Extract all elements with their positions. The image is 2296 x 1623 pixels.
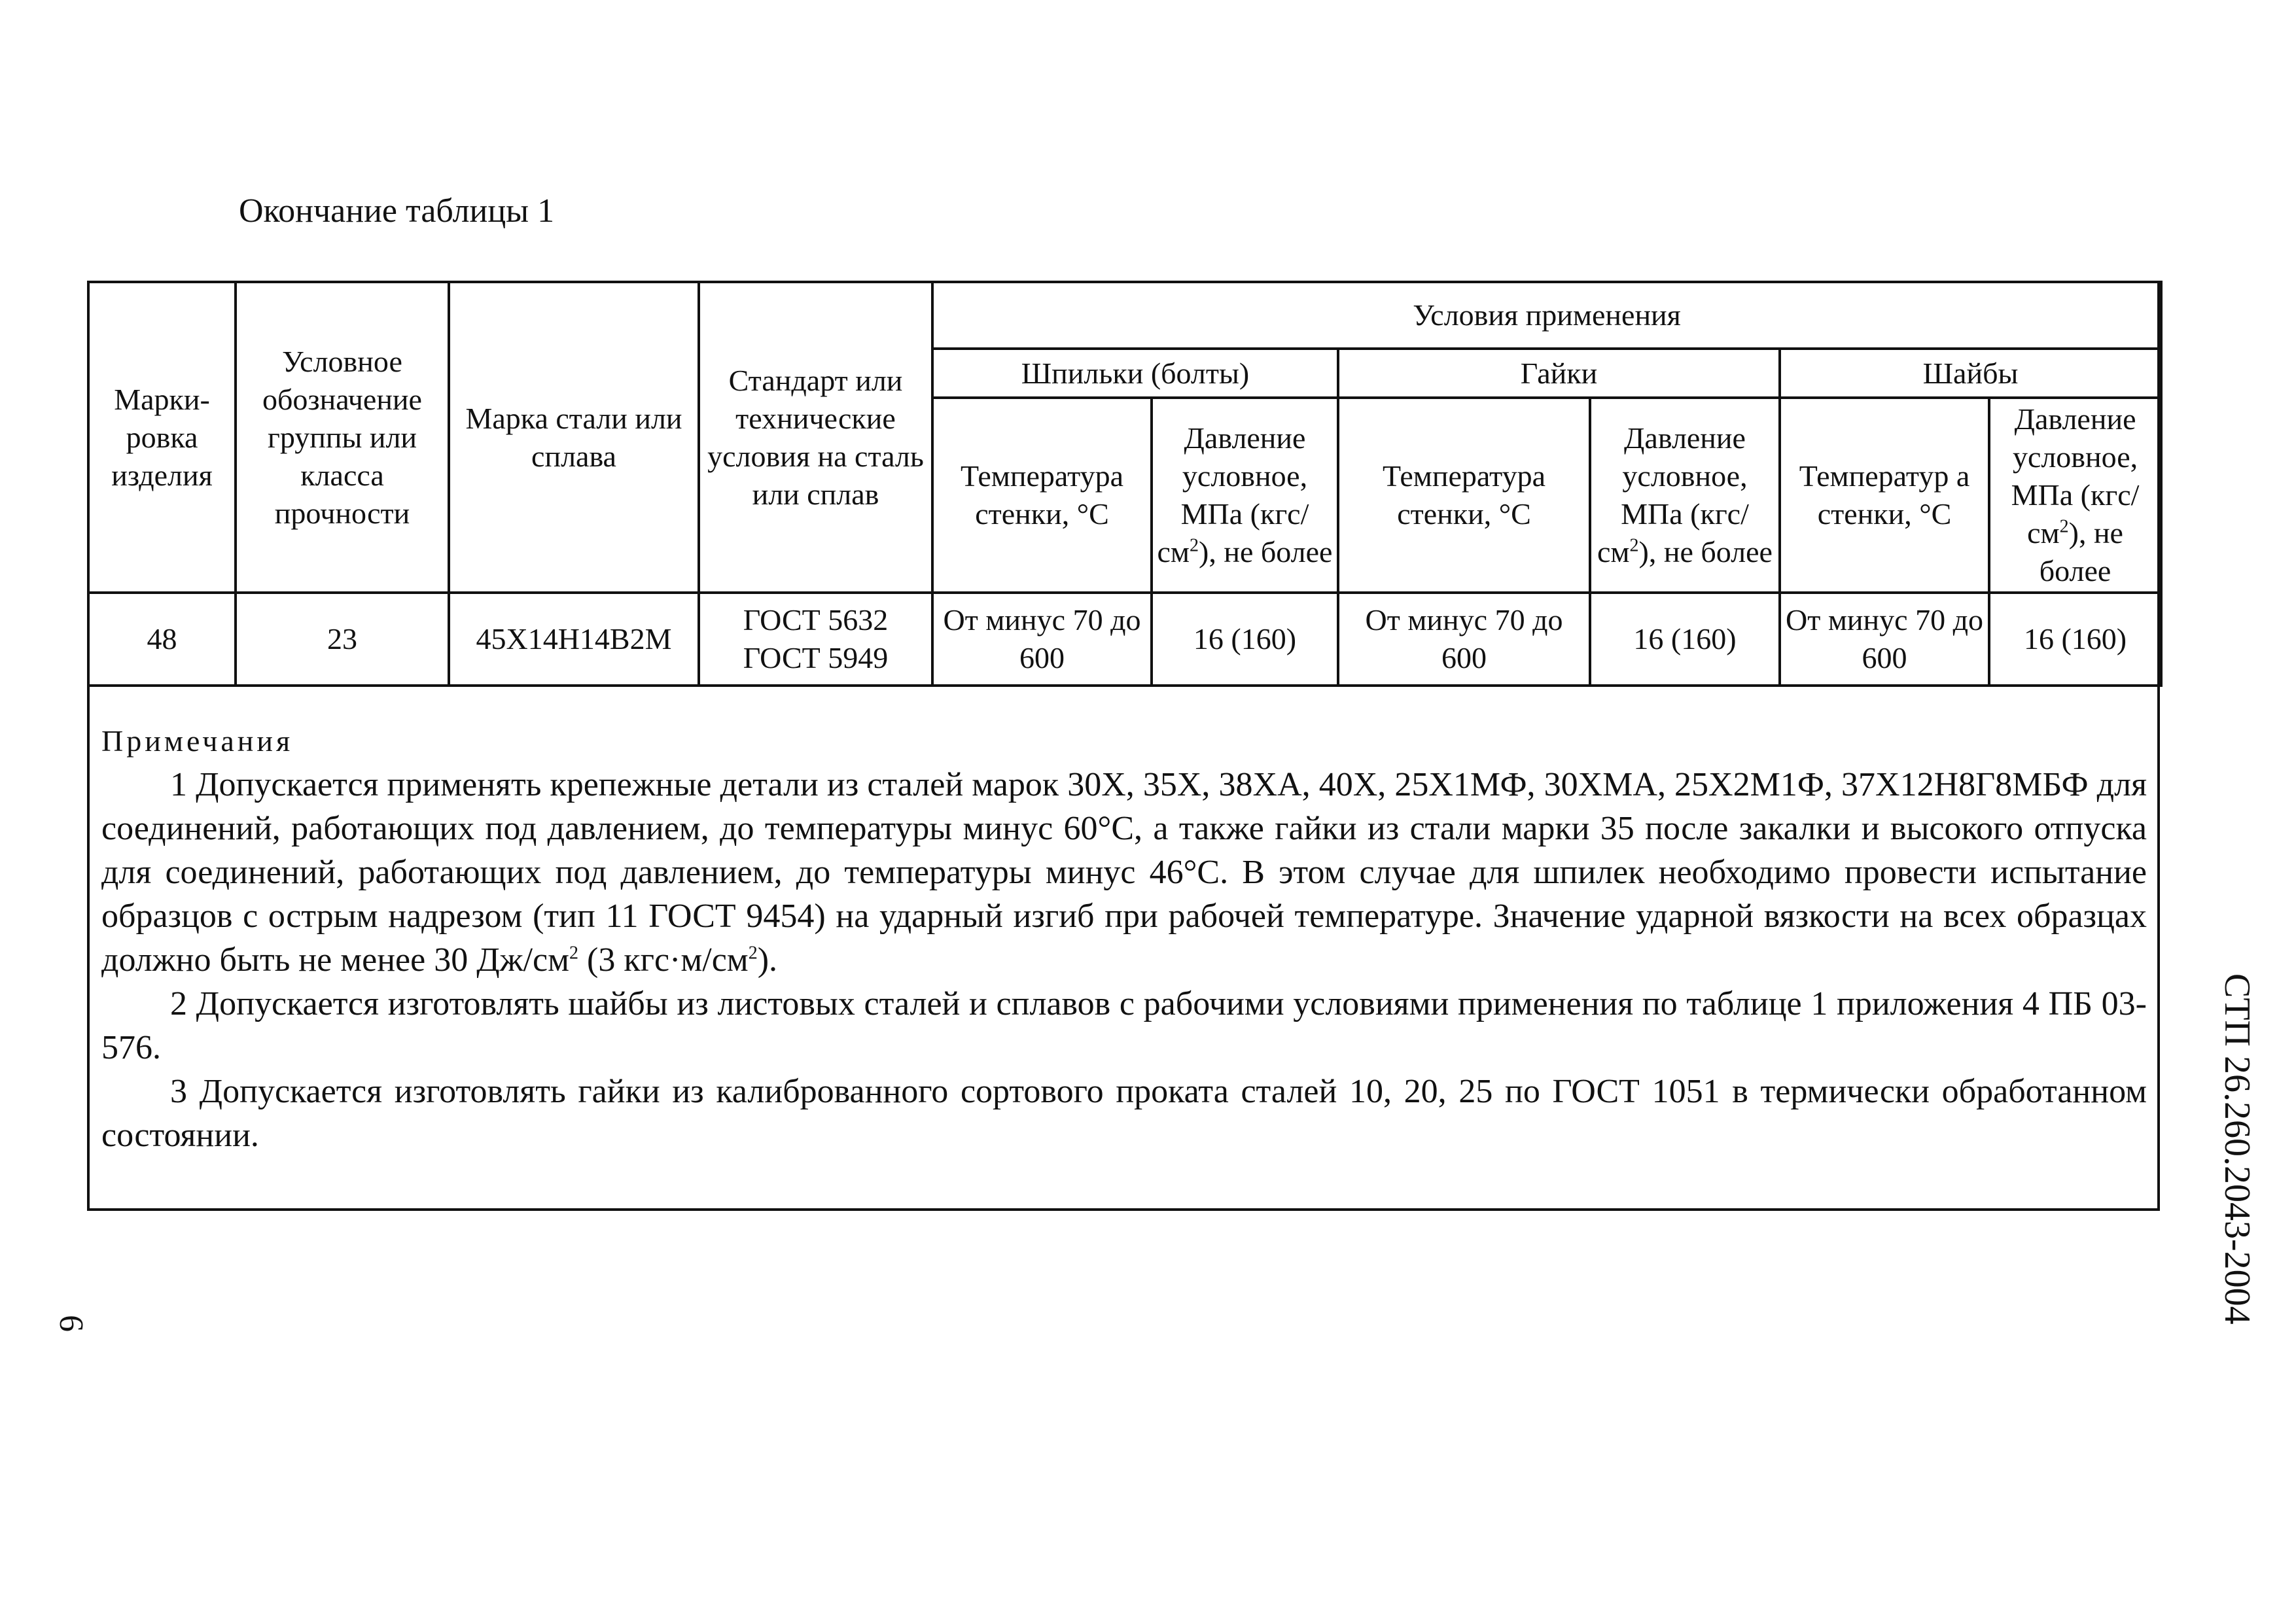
cell-studs-temperature: От минус 70 до 600: [932, 593, 1152, 686]
header-conditions: Условия применения: [932, 282, 2161, 349]
cell-nuts-pressure: 16 (160): [1590, 593, 1780, 686]
header-washers-pressure: Давление условное, МПа $(кгс/см^2)$, не более: [1989, 398, 2161, 593]
header-nuts-pressure: Давление условное, МПа $(кгс/см^2)$, не более: [1590, 398, 1780, 593]
cell-marking: 48: [88, 593, 236, 686]
cell-studs-pressure: 16 (160): [1152, 593, 1338, 686]
cell-steel-grade: 45Х14Н14В2М: [449, 593, 699, 686]
table-caption: Окончание таблицы 1: [239, 192, 555, 230]
header-nuts: Гайки: [1338, 349, 1780, 398]
header-nuts-temperature: Температура стенки, °С: [1338, 398, 1590, 593]
header-group: Условное обозначение группы или класса прочности: [236, 282, 449, 593]
table-row: [88, 593, 2161, 686]
cell-group: 23: [236, 593, 449, 686]
header-studs-pressure: Давление условное, МПа $(кгс/см^2)$, не более: [1152, 398, 1338, 593]
cell-washers-pressure: 16 (160): [1989, 593, 2161, 686]
note-1: 1 Допускается применять крепежные детали из сталей марок 30Х, 35Х, 38ХА, 40Х, 25Х1МФ, 30ХМА, 25Х2М1Ф, 37Х12Н8Г8МБФ для соединений, работающих под давлением, до температуры минус 60°С, а также гайки из стали марки 35 после закалки и высокого отпуска для соединений, работающих под давлением, до температуры минус 46°С. В этом случае для шпилек необходимо провести испытание образцов с острым надрезом (тип 11 ГОСТ 9454) на ударный изгиб при рабочей температуре. Значение ударной вязкости на всех образцах должно быть не менее 30 $Дж/см^2$ (3 $кгс\cdot м/см^2$).: [101, 766, 2147, 979]
header-studs-temperature: Температура стенки, °С: [932, 398, 1152, 593]
spec-table: [87, 281, 2163, 687]
notes-heading: Примечания: [101, 724, 294, 758]
cell-standard: ГОСТ 5632 ГОСТ 5949: [699, 593, 932, 686]
notes-block: [101, 720, 2147, 1157]
header-washers-temperature: Температур а стенки, °С: [1780, 398, 1989, 593]
note-3: 3 Допускается изготовлять гайки из калиброванного сортового проката сталей 10, 20, 25 по ГОСТ 1051 в термически обработанном состоянии.: [101, 1073, 2147, 1154]
header-washers: Шайбы: [1780, 349, 2161, 398]
page-number: 6: [52, 1315, 90, 1332]
header-studs: Шпильки (болты): [932, 349, 1338, 398]
note-2: 2 Допускается изготовлять шайбы из листовых сталей и сплавов с рабочими условиями применения по таблице 1 приложения 4 ПБ 03-576.: [101, 985, 2147, 1066]
cell-nuts-temperature: От минус 70 до 600: [1338, 593, 1590, 686]
header-standard: Стандарт или технические условия на сталь или сплав: [699, 282, 932, 593]
cell-washers-temperature: От минус 70 до 600: [1780, 593, 1989, 686]
document-code: СТП 26.260.2043-2004: [2217, 973, 2257, 1325]
header-marking: Марки-ровка изделия: [88, 282, 236, 593]
header-steel-grade: Марка стали или сплава: [449, 282, 699, 593]
